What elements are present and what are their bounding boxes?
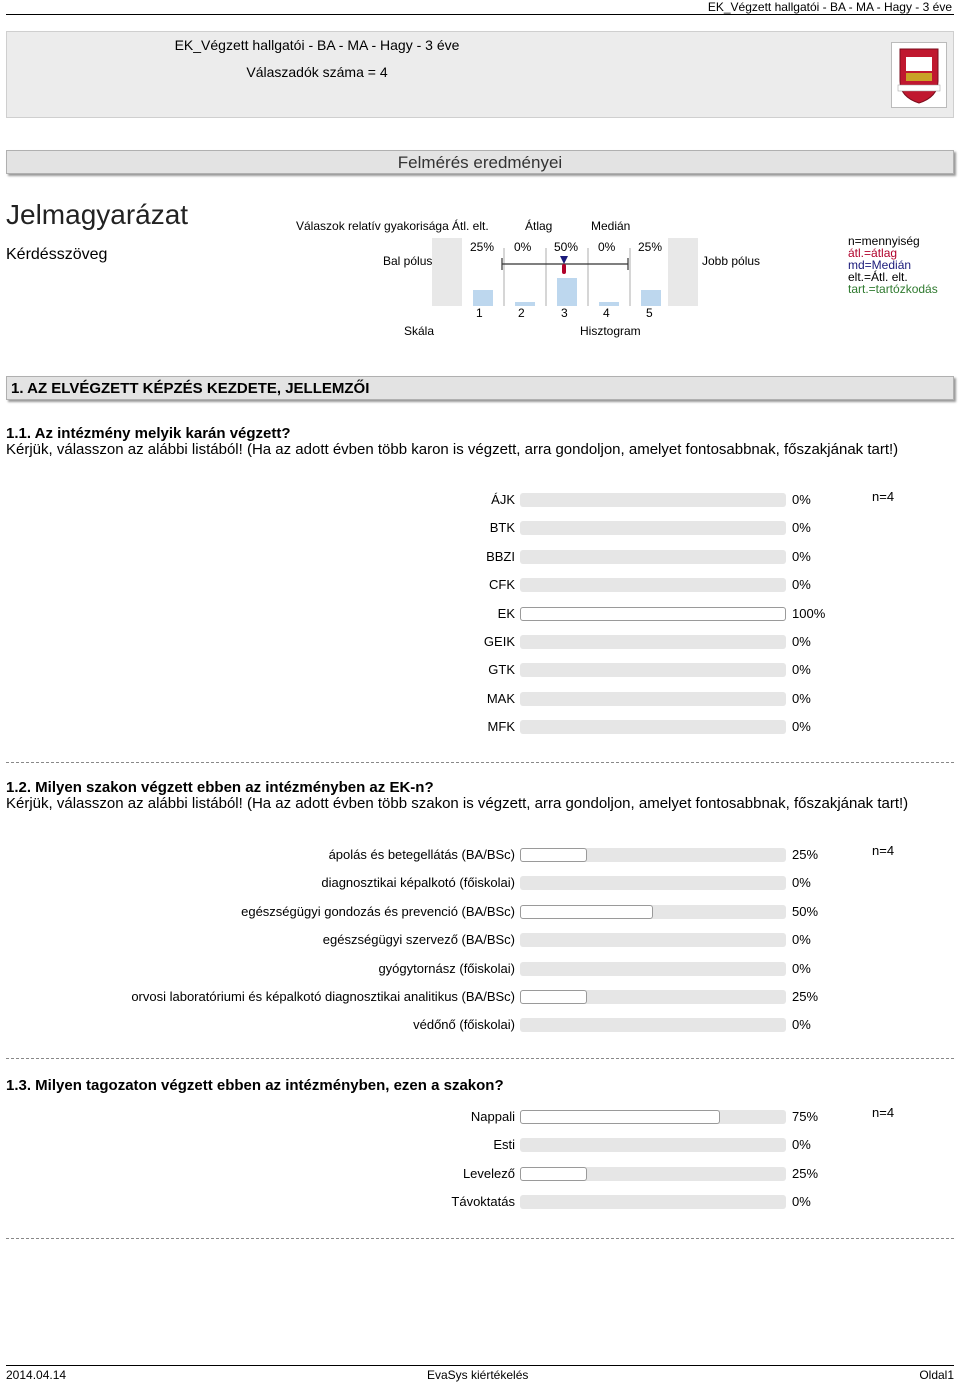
q1-row-label: EK — [497, 605, 515, 621]
respondent-count: Válaszadók száma = 4 — [246, 64, 388, 80]
q2-row-label: egészségügyi gondozás és prevenció (BA/BSc) — [241, 903, 515, 919]
q2-row-track — [520, 1018, 786, 1032]
footer-rule — [6, 1365, 954, 1366]
legend-scale-1: 1 — [476, 306, 483, 320]
q1-row-label: GEIK — [483, 634, 515, 649]
q1-row-track — [520, 692, 786, 706]
q2-row-track — [520, 962, 786, 976]
university-crest-icon — [891, 42, 947, 108]
legend-scale-4: 4 — [603, 306, 610, 320]
q1-row-track — [520, 493, 786, 507]
q2-row-label: ápolás és betegellátás (BA/BSc) — [328, 847, 515, 862]
q1-row-label: MAK — [486, 690, 515, 706]
q2-row-pct: 25% — [792, 847, 819, 862]
legend-median-marker — [560, 256, 568, 264]
q1-row-label: BBZI — [486, 548, 515, 564]
q3-row-track — [520, 1110, 786, 1124]
footer-center: EvaSys kiértékelés — [427, 1368, 529, 1382]
legend-mean-marker — [562, 264, 566, 274]
legend-std-dev: Átl. elt. — [452, 219, 489, 233]
q2-row-label: egészségügyi szervező (BA/BSc) — [322, 932, 515, 948]
q1-row-pct: 0% — [792, 548, 811, 564]
legend-pct-3: 50% — [554, 240, 579, 254]
q2-row-label: orvosi laboratóriumi és képalkotó diagnosztikai analitikus (BA/BSc) — [131, 989, 515, 1004]
q3-row-pct: 25% — [792, 1165, 819, 1181]
legend-question-text: Kérdésszöveg — [6, 246, 108, 263]
q3-title: 1.3. Milyen tagozaton végzett ebben az intézményben, ezen a szakon? — [6, 1077, 504, 1094]
q1-row-pct: 0% — [792, 662, 811, 678]
legend-key-avg: átl.=átlag — [848, 246, 898, 260]
q1-row-track — [520, 550, 786, 564]
header-rule — [6, 14, 954, 15]
legend-key-n: n=mennyiség — [848, 234, 920, 248]
report-title: EK_Végzett hallgatói - BA - MA - Hagy - 3 éve — [174, 37, 460, 53]
q3-divider — [6, 1238, 954, 1239]
q1-row-pct: 100% — [792, 605, 826, 621]
q3-row-label: Távoktatás — [451, 1194, 515, 1210]
legend-pct-5: 25% — [638, 240, 663, 254]
legend-right-pole: Jobb pólus — [702, 254, 761, 268]
legend-key-tart: tart.=tartózkodás — [848, 282, 938, 296]
q1-row-track — [520, 607, 786, 621]
q1-row-track — [520, 720, 786, 734]
q1-row-label: CFK — [489, 577, 515, 593]
q2-row-label: diagnosztikai képalkotó (főiskolai) — [321, 875, 515, 891]
q1-text: Kérjük, válasszon az alábbi listából! (Ha az adott évben több karon is végzett, arra gondoljon, amelyet fontosabbnak, főszakjának tart!) — [6, 441, 899, 458]
q1-divider — [6, 762, 954, 763]
q1-row-pct: 0% — [792, 492, 811, 507]
q1-row-label: BTK — [489, 520, 515, 536]
legend-left-pole-column — [432, 238, 462, 306]
q2-row-pct: 0% — [792, 960, 811, 976]
q3-row-track — [520, 1195, 786, 1209]
legend-scale-label: Skála — [404, 324, 435, 338]
q3-row-label: Levelező — [462, 1165, 515, 1181]
legend-rel-freq: Válaszok relatív gyakorisága — [296, 219, 449, 233]
legend-pct-4: 0% — [598, 240, 616, 254]
q1-row-pct: 0% — [792, 634, 811, 649]
legend-right-pole-column — [668, 238, 698, 306]
q1-row-label: GTK — [488, 662, 515, 678]
report-header — [6, 31, 954, 118]
q1-row-track — [520, 635, 786, 649]
q1-title: 1.1. Az intézmény melyik karán végzett? — [6, 425, 291, 442]
section-1-header: 1. AZ ELVÉGZETT KÉPZÉS KEZDETE, JELLEMZŐI — [6, 376, 954, 400]
q3-row-fill — [520, 1167, 587, 1181]
q3-row-pct: 0% — [792, 1194, 811, 1210]
q2-row-pct: 25% — [792, 989, 819, 1004]
legend-pct-2: 0% — [514, 240, 532, 254]
legend-median: Medián — [591, 219, 631, 233]
q3-row-fill — [520, 1110, 720, 1124]
q2-row-pct: 50% — [792, 903, 819, 919]
q1-row-track — [520, 521, 786, 535]
q1-row-fill — [520, 607, 786, 621]
q1-n: n=4 — [872, 489, 895, 504]
legend-pct-1: 25% — [470, 240, 495, 254]
legend-scale-2: 2 — [518, 306, 525, 320]
q1-row-label: ÁJK — [491, 492, 515, 507]
q2-row-track — [520, 876, 786, 890]
q2-row-track — [520, 990, 786, 1004]
q1-row-pct: 0% — [792, 577, 811, 593]
legend-scale-5: 5 — [646, 306, 653, 320]
q2-row-track — [520, 933, 786, 947]
legend-scale-3: 3 — [561, 306, 568, 320]
q3-n: n=4 — [872, 1105, 895, 1120]
legend-title: Jelmagyarázat — [6, 199, 189, 230]
legend-key-md: md=Medián — [848, 258, 912, 272]
legend-key-elt: elt.=Átl. elt. — [848, 270, 908, 284]
legend-key — [848, 235, 938, 295]
q2-row-track — [520, 848, 786, 862]
legend-hist-bar-1 — [473, 290, 493, 306]
q2-row-fill — [520, 905, 653, 919]
q2-row-track — [520, 905, 786, 919]
legend-mean: Átlag — [525, 219, 553, 233]
q2-title: 1.2. Milyen szakon végzett ebben az intézményben az EK-n? — [6, 779, 434, 796]
q2-row-pct: 0% — [792, 932, 811, 948]
q3-row-track — [520, 1167, 786, 1181]
legend-hist-bar-3 — [557, 278, 577, 306]
page-header-title: EK_Végzett hallgatói - BA - MA - Hagy - 3 éve — [707, 0, 952, 14]
q2-row-label: gyógytornász (főiskolai) — [378, 960, 515, 976]
q1-row-label: MFK — [487, 719, 515, 735]
q1-row-pct: 0% — [792, 520, 811, 536]
footer-page: Oldal1 — [919, 1368, 954, 1382]
q3-row-pct: 0% — [792, 1137, 811, 1153]
footer-date: 2014.04.14 — [6, 1368, 67, 1382]
q2-divider — [6, 1058, 954, 1059]
q2-row-pct: 0% — [792, 875, 811, 891]
q1-row-pct: 0% — [792, 719, 811, 735]
q2-n: n=4 — [872, 843, 895, 858]
section-results: Felmérés eredményei — [6, 150, 954, 174]
q3-row-pct: 75% — [792, 1109, 819, 1124]
q1-row-track — [520, 663, 786, 677]
q2-row-label: védőnő (főiskolai) — [413, 1017, 515, 1033]
q1-row-track — [520, 578, 786, 592]
q1-row-pct: 0% — [792, 690, 811, 706]
q2-text: Kérjük, válasszon az alábbi listából! (Ha az adott évben több szakon is végzett, arra gondoljon, amelyet fontosabbnak, főszakjának tart!) — [6, 795, 909, 812]
q3-row-track — [520, 1138, 786, 1152]
q3-row-label: Esti — [493, 1137, 515, 1153]
legend-left-pole: Bal pólus — [383, 254, 433, 268]
q2-row-pct: 0% — [792, 1017, 811, 1033]
legend-hist-bar-5 — [641, 290, 661, 306]
q3-row-label: Nappali — [470, 1109, 515, 1124]
legend-histogram-label: Hisztogram — [580, 324, 641, 338]
q2-row-fill — [520, 848, 587, 862]
q2-row-fill — [520, 990, 587, 1004]
